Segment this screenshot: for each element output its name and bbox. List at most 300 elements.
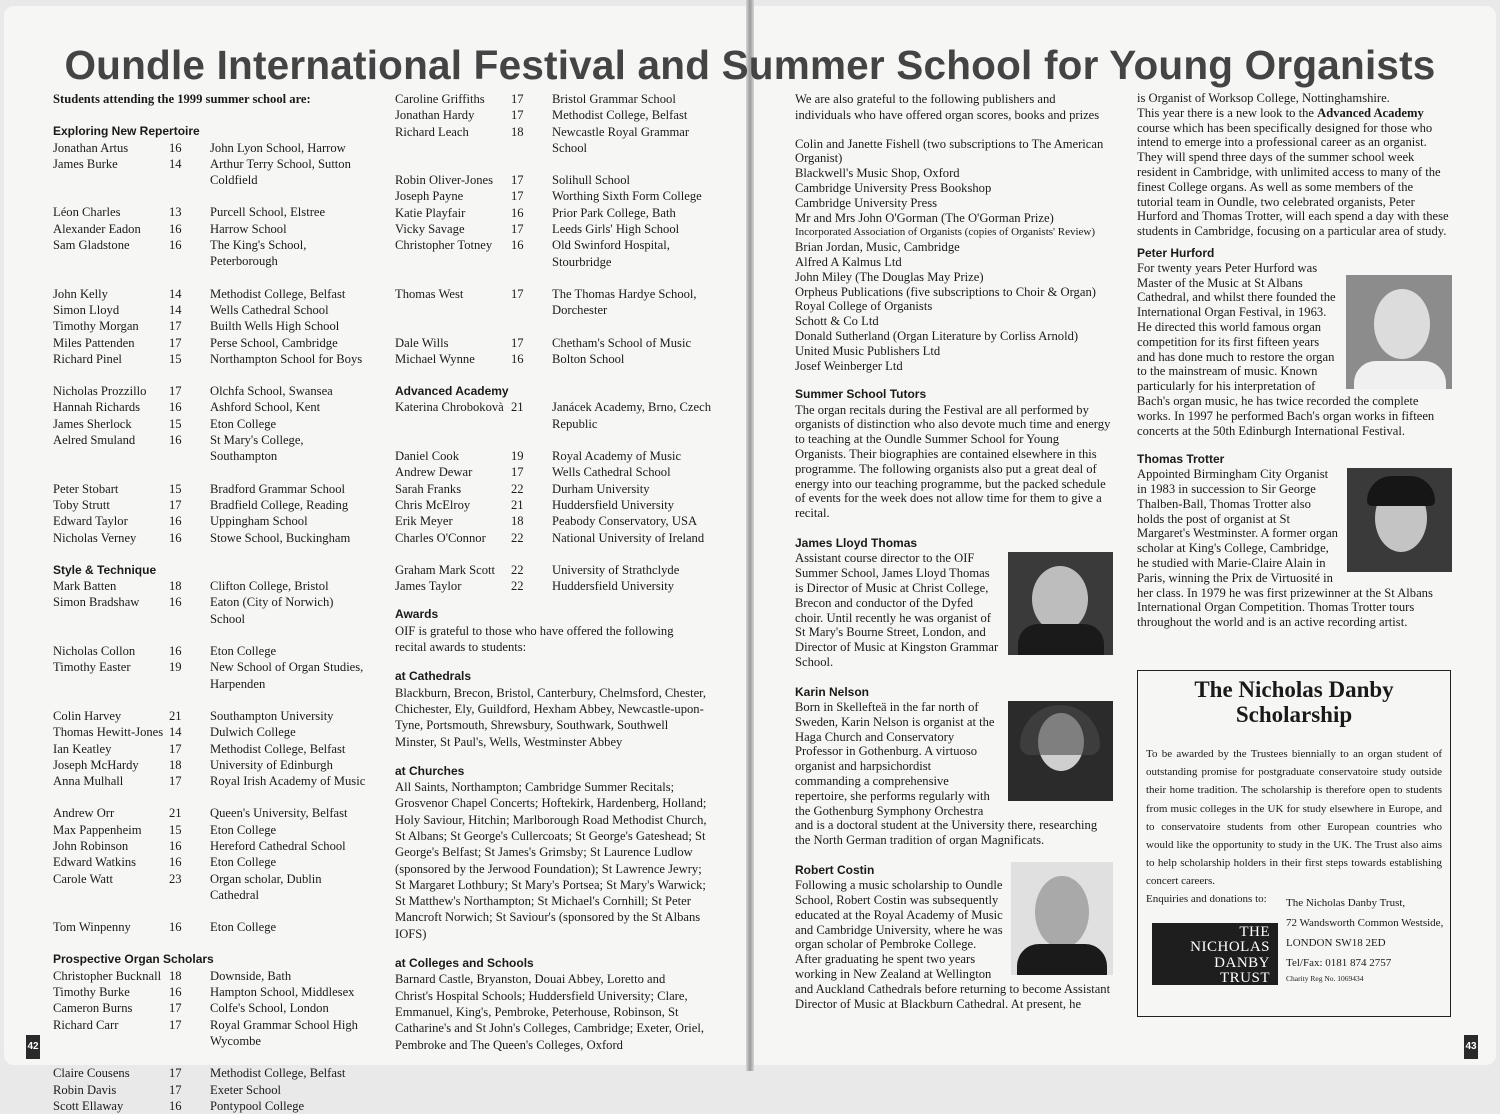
student-school: Huddersfield University bbox=[552, 579, 675, 594]
student-school: Royal Academy of Music bbox=[552, 449, 682, 464]
student-age: 17 bbox=[169, 741, 182, 756]
face-shape bbox=[1035, 876, 1089, 948]
student-school: Southampton University bbox=[210, 708, 334, 723]
student-row bbox=[395, 205, 712, 221]
student-name: Caroline Griffiths bbox=[395, 92, 485, 106]
student-table bbox=[53, 578, 370, 935]
student-row bbox=[395, 530, 712, 546]
student-row bbox=[53, 984, 370, 1000]
student-school: Peabody Conservatory, USA bbox=[552, 514, 698, 529]
student-name: Edward Watkins bbox=[53, 855, 137, 870]
student-row bbox=[53, 741, 370, 757]
student-school: Durham University bbox=[552, 481, 650, 496]
student-school: The Thomas Hardye School, Dorchester bbox=[552, 286, 697, 318]
student-row bbox=[395, 124, 712, 157]
student-name: Thomas Hewitt-Jones bbox=[53, 725, 164, 740]
student-school: Purcell School, Elstree bbox=[210, 205, 326, 220]
student-age: 16 bbox=[169, 530, 182, 545]
hurford-name: Peter Hurford bbox=[1137, 245, 1215, 260]
student-age: 19 bbox=[169, 660, 182, 675]
student-age: 17 bbox=[169, 335, 182, 350]
student-school: New School of Organ Studies, Harpenden bbox=[210, 660, 364, 691]
student-name: James Taylor bbox=[395, 579, 462, 594]
student-age: 13 bbox=[169, 205, 182, 220]
student-school: Eton College bbox=[210, 855, 277, 870]
enquiries-label: Enquiries and donations to: bbox=[1146, 893, 1267, 905]
publisher-item: Orpheus Publications (five subscriptions to Choir & Organ) bbox=[795, 284, 1096, 299]
advanced-heading: Advanced Academy bbox=[395, 384, 509, 399]
charity-reg: Charity Reg No. 1069434 bbox=[1286, 974, 1364, 983]
student-age: 14 bbox=[169, 156, 182, 171]
address-line-2: 72 Wandsworth Common Westside, bbox=[1286, 917, 1444, 929]
student-age: 18 bbox=[169, 968, 182, 983]
publisher-item: Incorporated Association of Organists (copies of Organists' Review) bbox=[795, 226, 1096, 239]
student-name: Robin Oliver-Jones bbox=[395, 173, 494, 188]
student-name: Andrew Orr bbox=[53, 806, 115, 821]
jacket-shape bbox=[1018, 624, 1104, 655]
address-line-3: LONDON SW18 2ED bbox=[1286, 937, 1386, 949]
student-table bbox=[395, 399, 712, 594]
student-school: Worthing Sixth Form College bbox=[552, 189, 702, 204]
face-shape bbox=[1374, 289, 1430, 359]
student-school: University of Edinburgh bbox=[210, 757, 333, 772]
student-name: Nicholas Prozzillo bbox=[53, 384, 147, 399]
student-name: Timothy Morgan bbox=[53, 319, 139, 334]
student-name: John Robinson bbox=[53, 838, 129, 853]
student-age: 19 bbox=[511, 449, 524, 464]
page-number-right: 43 bbox=[1464, 1035, 1478, 1059]
student-row bbox=[53, 773, 370, 789]
page-number-left: 42 bbox=[26, 1035, 40, 1059]
student-age: 21 bbox=[169, 806, 182, 821]
student-name: Michael Wynne bbox=[395, 351, 475, 366]
students-column-1 bbox=[53, 91, 373, 1114]
student-row bbox=[53, 204, 370, 220]
student-age: 22 bbox=[511, 530, 524, 545]
student-row bbox=[395, 448, 712, 464]
shirt-shape bbox=[1354, 361, 1446, 389]
student-row bbox=[395, 91, 712, 107]
student-row bbox=[53, 513, 370, 529]
student-row bbox=[53, 237, 370, 270]
karin-nelson-photo bbox=[1008, 701, 1113, 801]
row-spacer bbox=[395, 319, 712, 335]
student-row bbox=[395, 399, 712, 432]
student-name: Colin Harvey bbox=[53, 708, 122, 723]
row-spacer bbox=[53, 903, 370, 919]
student-age: 16 bbox=[169, 433, 182, 448]
student-age: 17 bbox=[169, 1001, 182, 1016]
student-age: 17 bbox=[511, 108, 524, 123]
student-row bbox=[395, 335, 712, 351]
publisher-item: United Music Publishers Ltd bbox=[795, 343, 941, 358]
student-age: 17 bbox=[169, 1082, 182, 1097]
student-age: 15 bbox=[169, 351, 182, 366]
tutor-bio-nelson: Born in Skellefteä in the far north of Sweden, Karin Nelson is organist at the Haga Church and Conservatory Professor in Gothenburg. A virtuoso organist and harpsichordist commanding a comprehensive repertoire, she performs regularly with the Gothenburg Symphony Orchestra and is a doctoral student at the University there, researching the North German tradition of organ Magnificats. bbox=[795, 699, 1098, 848]
academy-text-end: course which has been specifically designed for those who intend to emerge into a professional career as an organist. They will spend three days of the summer school week resident in Cambridge, with unlimited access to many of the finest College organs. As well as some members of the tutorial team in Oundle, two celebrated organists, Peter Hurford and Thomas Trotter, will each spend a day with these students in Cambridge, focusing on a particular area of study. bbox=[1137, 120, 1449, 239]
student-school: Royal Irish Academy of Music bbox=[210, 774, 366, 789]
student-name: Léon Charles bbox=[53, 205, 121, 220]
student-row bbox=[395, 221, 712, 237]
student-age: 16 bbox=[169, 238, 182, 253]
academy-text-bold: Advanced Academy bbox=[1317, 105, 1424, 120]
row-spacer bbox=[53, 367, 370, 383]
student-age: 17 bbox=[511, 189, 524, 204]
student-name: Chris McElroy bbox=[395, 497, 471, 512]
tutors-text: The organ recitals during the Festival are all performed by organists of distinction who also devote much time and energy to teaching at the Oundle Summer School for Young Organists. Their biographies are contained elsewhere in this programme. The following organists also put a great deal of energy into our teaching programme, but the packed schedule of events for the week does not allow time for them to give a recital. bbox=[795, 402, 1111, 521]
student-school: National University of Ireland bbox=[552, 530, 705, 545]
student-age: 16 bbox=[511, 351, 524, 366]
student-school: Eton College bbox=[210, 822, 277, 837]
tutors-heading: Summer School Tutors bbox=[795, 387, 927, 402]
student-row bbox=[53, 659, 370, 692]
student-row bbox=[53, 140, 370, 156]
student-row bbox=[53, 335, 370, 351]
student-name: Max Pappenheim bbox=[53, 822, 142, 837]
section-heading: Prospective Organ Scholars bbox=[53, 952, 214, 967]
student-row bbox=[53, 822, 370, 838]
student-row bbox=[395, 481, 712, 497]
student-name: Sam Gladstone bbox=[53, 238, 130, 253]
student-name: Katie Playfair bbox=[395, 205, 466, 220]
student-age: 17 bbox=[169, 1066, 182, 1081]
student-school: Bradfield College, Reading bbox=[210, 497, 349, 512]
student-age: 22 bbox=[511, 579, 524, 594]
student-age: 17 bbox=[169, 384, 182, 399]
student-row bbox=[395, 107, 712, 123]
student-age: 15 bbox=[169, 416, 182, 431]
publishers-intro: We are also grateful to the following publishers and individuals who have offered organ scores, books and prizes bbox=[795, 92, 1100, 123]
publisher-item: Donald Sutherland (Organ Literature by Corliss Arnold) bbox=[795, 328, 1079, 343]
student-name: James Burke bbox=[53, 156, 118, 171]
student-age: 16 bbox=[169, 595, 182, 610]
student-row bbox=[53, 399, 370, 415]
robert-costin-photo bbox=[1011, 862, 1113, 975]
student-school: Bristol Grammar School bbox=[552, 92, 676, 106]
student-school: Downside, Bath bbox=[210, 968, 292, 983]
student-school: Uppingham School bbox=[210, 514, 308, 529]
student-school: Wells Cathedral School bbox=[210, 302, 329, 317]
awards-heading: Awards bbox=[395, 607, 439, 622]
student-name: Sarah Franks bbox=[395, 481, 462, 496]
student-age: 21 bbox=[511, 400, 524, 415]
student-name: Timothy Easter bbox=[53, 660, 131, 675]
cathedrals-heading: at Cathedrals bbox=[395, 669, 472, 684]
student-row bbox=[53, 481, 370, 497]
student-school: Olchfa School, Swansea bbox=[210, 384, 333, 399]
student-row bbox=[53, 221, 370, 237]
section-heading: Style & Technique bbox=[53, 562, 157, 577]
student-school: Methodist College, Belfast bbox=[552, 108, 688, 123]
student-school: Newcastle Royal Grammar School bbox=[552, 124, 690, 155]
student-age: 22 bbox=[511, 481, 524, 496]
academy-text bbox=[1137, 106, 1452, 239]
student-row bbox=[53, 805, 370, 821]
student-school: Harrow School bbox=[210, 221, 287, 236]
student-school: Hereford Cathedral School bbox=[210, 838, 346, 853]
student-name: Timothy Burke bbox=[53, 985, 130, 1000]
student-row bbox=[53, 708, 370, 724]
student-school: Eton College bbox=[210, 920, 277, 935]
student-row bbox=[53, 416, 370, 432]
student-row bbox=[53, 1082, 370, 1098]
row-spacer bbox=[395, 546, 712, 562]
student-name: Carole Watt bbox=[53, 871, 113, 886]
page-title: Oundle International Festival and Summer School for Young Organists bbox=[64, 42, 1436, 88]
row-spacer bbox=[53, 627, 370, 643]
student-school: Eton College bbox=[210, 416, 277, 431]
churches-list: All Saints, Northampton; Cambridge Summer Recitals; Grosvenor Chapel Concerts; Hoftekirk, Hardenberg, Holland; Holy Saviour, Hitchin; Marlborough Road Methodist Church, St Albans; St George's Cullercoats; St George's Gateshead; St George's Belfast; St James's Grimsby; St Laurence Ludlow (sponsored by the Jerwood Foundation); St Lawrence Jewry; St Margaret Lothbury; St Mary's Portsea; St Mary's Warwick; St Matthew's Northampton; St Michael's Cornhill; St Peter Mancroft Norwich; St Saviour's (sponsored by the St Albans IOFS) bbox=[395, 780, 707, 941]
student-row bbox=[53, 578, 370, 594]
row-spacer bbox=[53, 188, 370, 204]
costin-continued: is Organist of Worksop College, Nottinghamshire. bbox=[1137, 91, 1390, 105]
student-name: Mark Batten bbox=[53, 579, 117, 594]
student-name: Charles O'Connor bbox=[395, 530, 486, 545]
student-age: 17 bbox=[169, 319, 182, 334]
student-age: 16 bbox=[169, 920, 182, 935]
student-school: Chetham's School of Music bbox=[552, 335, 692, 350]
student-age: 16 bbox=[169, 985, 182, 1000]
intro-text: Students attending the 1999 summer school are: bbox=[53, 92, 311, 106]
row-spacer bbox=[395, 432, 712, 448]
student-name: Thomas West bbox=[395, 286, 464, 301]
student-age: 17 bbox=[169, 1017, 182, 1032]
student-school: Solihull School bbox=[552, 173, 631, 188]
publisher-item: Brian Jordan, Music, Cambridge bbox=[795, 240, 960, 255]
student-school: Dulwich College bbox=[210, 725, 296, 740]
student-age: 15 bbox=[169, 481, 182, 496]
student-name: Robin Davis bbox=[53, 1082, 117, 1097]
colleges-heading: at Colleges and Schools bbox=[395, 956, 534, 971]
student-age: 17 bbox=[511, 465, 524, 480]
student-age: 17 bbox=[511, 173, 524, 188]
danby-trust-logo bbox=[1152, 923, 1278, 985]
student-name: Ian Keatley bbox=[53, 741, 112, 756]
student-school: Exeter School bbox=[210, 1082, 281, 1097]
student-row bbox=[395, 513, 712, 529]
row-spacer bbox=[53, 270, 370, 286]
student-row bbox=[53, 383, 370, 399]
student-name: Claire Cousens bbox=[53, 1066, 130, 1081]
student-row bbox=[53, 351, 370, 367]
student-row bbox=[395, 562, 712, 578]
trotter-name: Thomas Trotter bbox=[1137, 452, 1225, 467]
publisher-item: Royal College of Organists bbox=[795, 299, 933, 314]
student-name: Daniel Cook bbox=[395, 449, 460, 464]
page-gutter bbox=[746, 0, 754, 1071]
student-name: Cameron Burns bbox=[53, 1001, 133, 1016]
student-age: 15 bbox=[169, 822, 182, 837]
student-age: 17 bbox=[169, 774, 182, 789]
student-row bbox=[395, 237, 712, 270]
student-name: Simon Bradshaw bbox=[53, 595, 140, 610]
student-name: Hannah Richards bbox=[53, 400, 141, 415]
student-name: Christopher Bucknall bbox=[53, 968, 162, 983]
academy-column bbox=[1137, 91, 1452, 630]
student-age: 16 bbox=[169, 400, 182, 415]
student-row bbox=[53, 1000, 370, 1016]
row-spacer bbox=[53, 789, 370, 805]
row-spacer bbox=[53, 465, 370, 481]
student-age: 18 bbox=[169, 757, 182, 772]
student-row bbox=[53, 968, 370, 984]
student-school: Prior Park College, Bath bbox=[552, 205, 676, 220]
row-spacer bbox=[53, 1049, 370, 1065]
student-school: Old Swinford Hospital, Stourbridge bbox=[552, 238, 670, 269]
student-name: Nicholas Collon bbox=[53, 644, 136, 659]
student-age: 21 bbox=[169, 708, 182, 723]
student-row bbox=[53, 1065, 370, 1081]
row-spacer bbox=[395, 156, 712, 172]
student-age: 16 bbox=[169, 140, 182, 155]
row-spacer bbox=[53, 692, 370, 708]
phone-number: Tel/Fax: 0181 874 2757 bbox=[1286, 957, 1392, 969]
student-name: Jonathan Artus bbox=[53, 140, 129, 155]
publishers-tutors-column bbox=[795, 91, 1113, 1011]
student-school: Perse School, Cambridge bbox=[210, 335, 338, 350]
student-row bbox=[53, 724, 370, 740]
publisher-item: Schott & Co Ltd bbox=[795, 314, 879, 329]
student-age: 16 bbox=[511, 205, 524, 220]
student-school: Arthur Terry School, Sutton Coldfield bbox=[210, 156, 351, 188]
student-name: Alexander Eadon bbox=[53, 221, 141, 236]
logo-line-1: THE bbox=[1239, 924, 1270, 940]
student-row bbox=[395, 464, 712, 480]
publisher-item: Cambridge University Press Bookshop bbox=[795, 180, 992, 195]
student-row bbox=[395, 286, 712, 319]
student-school: Pontypool College bbox=[210, 1098, 305, 1113]
trust-address bbox=[1286, 893, 1443, 985]
churches-heading: at Churches bbox=[395, 763, 465, 778]
student-name: Joseph Payne bbox=[395, 189, 464, 204]
student-name: Erik Meyer bbox=[395, 514, 453, 529]
student-age: 17 bbox=[511, 222, 524, 237]
student-school: Eton College bbox=[210, 644, 277, 659]
james-lloyd-thomas-photo bbox=[1008, 552, 1113, 655]
student-school: Queen's University, Belfast bbox=[210, 806, 348, 821]
student-name: Richard Carr bbox=[53, 1017, 119, 1032]
student-school: Wells Cathedral School bbox=[552, 465, 671, 480]
academy-text-start: This year there is a new look to the bbox=[1137, 105, 1318, 120]
student-school: Janácek Academy, Brno, Czech Republic bbox=[552, 400, 711, 431]
student-age: 16 bbox=[169, 644, 182, 659]
tutor-name-costin: Robert Costin bbox=[795, 862, 875, 877]
student-age: 16 bbox=[169, 855, 182, 870]
student-row bbox=[395, 188, 712, 204]
student-name: Anna Mulhall bbox=[53, 774, 124, 789]
student-row bbox=[395, 172, 712, 188]
scholarship-title bbox=[1138, 677, 1450, 727]
student-school: Organ scholar, Dublin Cathedral bbox=[210, 871, 322, 902]
student-name: Jonathan Hardy bbox=[395, 108, 475, 123]
colleges-list: Barnard Castle, Bryanston, Douai Abbey, Loretto and Christ's Hospital Schools; Huddersfield University; Clare, Emmanuel, King's, Pembroke, Peterhouse, Robinson, St Catharine's and St John's Colleges, Cambridge; Exeter, Oriel, Pembroke and The Queen's Colleges, Oxford bbox=[395, 972, 705, 1052]
student-name: Miles Pattenden bbox=[53, 335, 135, 350]
student-school: University of Strathclyde bbox=[552, 562, 680, 577]
student-name: Andrew Dewar bbox=[395, 465, 473, 480]
student-name: Peter Stobart bbox=[53, 481, 119, 496]
logo-line-2: NICHOLAS bbox=[1190, 939, 1270, 956]
student-age: 16 bbox=[169, 1098, 182, 1113]
students-column-2 bbox=[395, 91, 715, 1053]
publisher-item: John Miley (The Douglas May Prize) bbox=[795, 269, 984, 284]
student-row bbox=[53, 286, 370, 302]
tutor-name-thomas: James Lloyd Thomas bbox=[795, 536, 918, 551]
student-name: Tom Winpenny bbox=[53, 920, 131, 935]
student-age: 16 bbox=[169, 514, 182, 529]
student-age: 16 bbox=[169, 838, 182, 853]
student-age: 14 bbox=[169, 725, 182, 740]
student-school: Clifton College, Bristol bbox=[210, 579, 329, 594]
student-school: Royal Grammar School High Wycombe bbox=[210, 1017, 358, 1048]
student-age: 17 bbox=[511, 92, 524, 106]
student-row bbox=[53, 594, 370, 627]
student-name: Dale Wills bbox=[395, 335, 449, 350]
student-name: Christopher Totney bbox=[395, 238, 493, 253]
student-name: Aelred Smuland bbox=[53, 433, 136, 448]
publisher-item: Alfred A Kalmus Ltd bbox=[795, 254, 902, 269]
trotter-bio: Appointed Birmingham City Organist in 1983 in succession to Sir George Thalben-Ball, Thomas Trotter also holds the post of organist at St Margaret's Westminster. A former organ scholar at King's College, Cambridge, he studied with Marie-Claire Alain in Paris, winning the Prix de Virtuosité in her class. In 1979 he was first prizewinner at the St Albans International Organ Competition. Thomas Trotter tours throughout the world and is an active recording artist. bbox=[1137, 467, 1433, 630]
student-name: Graham Mark Scott bbox=[395, 562, 496, 577]
student-name: Scott Ellaway bbox=[53, 1098, 124, 1113]
student-age: 21 bbox=[511, 497, 524, 512]
student-row bbox=[53, 643, 370, 659]
student-age: 16 bbox=[169, 221, 182, 236]
student-name: Toby Strutt bbox=[53, 497, 110, 512]
student-row bbox=[53, 302, 370, 318]
student-school: Leeds Girls' High School bbox=[552, 222, 680, 237]
student-school: Huddersfield University bbox=[552, 497, 675, 512]
student-school: Methodist College, Belfast bbox=[210, 741, 346, 756]
student-table bbox=[53, 968, 370, 1114]
publisher-item: Cambridge University Press bbox=[795, 195, 938, 210]
student-name: Richard Pinel bbox=[53, 351, 122, 366]
peter-hurford-photo bbox=[1346, 275, 1452, 389]
student-school: Bradford Grammar School bbox=[210, 481, 345, 496]
student-row bbox=[53, 919, 370, 935]
student-name: Nicholas Verney bbox=[53, 530, 137, 545]
student-school: St Mary's College, Southampton bbox=[210, 433, 304, 464]
student-row bbox=[53, 1098, 370, 1114]
jacket-shape bbox=[1017, 944, 1107, 975]
student-age: 18 bbox=[169, 579, 182, 594]
student-row bbox=[395, 351, 712, 367]
student-name: Katerina Chrobokovà bbox=[395, 400, 504, 415]
student-row bbox=[53, 757, 370, 773]
student-school: Colfe's School, London bbox=[210, 1001, 329, 1016]
student-age: 14 bbox=[169, 302, 182, 317]
student-school: Stowe School, Buckingham bbox=[210, 530, 351, 545]
student-table bbox=[53, 140, 370, 546]
student-row bbox=[53, 497, 370, 513]
tutor-bio-thomas: Assistant course director to the OIF Summer School, James Lloyd Thomas is Director of Music at Christ College, Brecon and conductor of the Dyfed choir. Until recently he was organist of St Mary's Bourne Street, London, and Director of Music at Kingston Grammar School. bbox=[795, 551, 999, 669]
publisher-item: Josef Weinberger Ltd bbox=[795, 358, 903, 373]
scholarship-title-line2: Scholarship bbox=[1235, 702, 1353, 727]
student-row bbox=[53, 432, 370, 465]
logo-line-4: TRUST bbox=[1219, 970, 1270, 987]
student-row bbox=[53, 871, 370, 904]
row-spacer bbox=[395, 270, 712, 286]
publisher-item: Blackwell's Music Shop, Oxford bbox=[795, 166, 960, 181]
student-school: Builth Wells High School bbox=[210, 319, 340, 334]
face-shape bbox=[1032, 566, 1088, 632]
student-age: 14 bbox=[169, 286, 182, 301]
student-school: Eaton (City of Norwich) School bbox=[210, 595, 334, 626]
student-age: 16 bbox=[511, 238, 524, 253]
student-school: Methodist College, Belfast bbox=[210, 286, 346, 301]
student-name: James Sherlock bbox=[53, 416, 132, 431]
student-row bbox=[395, 578, 712, 594]
student-name: Joseph McHardy bbox=[53, 757, 139, 772]
